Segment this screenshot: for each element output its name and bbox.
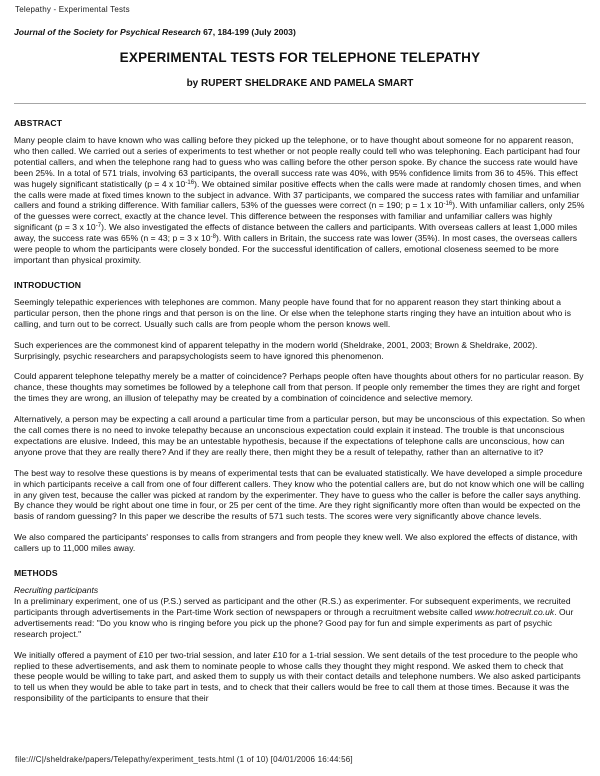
introduction-paragraph-2: Such experiences are the commonest kind of apparent telepathy in the modern world (Sheldrake, 2001, 2003; Brown & Sheldrake, 2002). Surprisingly, psychic researchers and parapsychologists seem to have ignored this phenomenon. [14, 339, 538, 361]
section-heading-introduction: INTRODUCTION [14, 279, 82, 290]
section-heading-abstract: ABSTRACT [14, 118, 63, 128]
paper-title: EXPERIMENTAL TESTS FOR TELEPHONE TELEPATHY [119, 50, 481, 65]
paper-content [14, 27, 586, 714]
journal-volume-pages: 67, 184-199 (July 2003) [200, 27, 296, 37]
abstract-paragraph: Many people claim to have known who was calling before they picked up the telephone, or to have thought about someone for no apparent reason, who then called. We carried out a series of experiments to test whether or not people really could tell who was telephoning. Each participant had four potential callers, and when the telephone rang had to guess who was calling before the other person spoke. By chance the success rate would have been 25%. In a total of 571 trials, involving 63 participants, the overall success rate was 40%, with 95% confidence limits from 36 to 45%. This effect was hugely significant statistically (p = 4 x $10^{-16}$). We obtained similar positive effects when the calls were made at randomly chosen times, and when the calls were made at fixed times known to the subject in advance. With 37 participants, we compared the success rates with familiar and unfamiliar callers and found a striking difference. With familiar callers, 53% of the guesses were correct (n = 190; p = 1 x $10^{-16}$). With unfamiliar callers, only 25% of the guesses were correct, exactly at the chance level. This difference between the responses with familiar and unfamiliar callers was highly significant (p = 3 x $10^{-7}$). We also investigated the effects of distance between the callers and participants. With overseas callers at least 1,000 miles away, the success rate was 65% (n = 43; p = 3 x $10^{-8}$). With callers in Britain, the success rate was lower (35%). In most cases, the overseas callers were people to whom the participants were closely bonded. For the successful identification of callers, emotional closeness seemed to be more important than physical proximity. [14, 135, 585, 265]
introduction-paragraph-1: Seemingly telepathic experiences with telephones are common. Many people have found that for no apparent reason they start thinking about a particular person, then the phone rings and that person is on the line. Or else when the telephone starts ringing they have an intuition about who is calling, and turn out to be correct. Usually such calls are from people whom the person knows well. [14, 296, 571, 329]
byline: by RUPERT SHELDRAKE AND PAMELA SMART [186, 78, 414, 89]
introduction-paragraph-3: Could apparent telephone telepathy merely be a matter of coincidence? Perhaps people often have thoughts about others for no particular reason. By chance, these thoughts may sometimes be followed by a telephone call from that person. If people only remember the times they are right and forget the times they are wrong, an illusion of telepathy may be created by a combination of coincidence and selective memory. [14, 371, 584, 404]
divider [14, 103, 586, 104]
journal-name: Journal of the Society for Psychical Research [14, 27, 201, 37]
methods-paragraph-2: We initially offered a payment of £10 per two-trial session, and later £10 for a 1-trial session. We sent details of the test procedure to the people who replied to these advertisements, and ask them to nominate people to whose calls they thought they might respond. We asked them to check that these people would be willing to take part, and asked them to supply us with their contact details and telephone numbers. We also asked participants to tell us when they would be able to take part in tests, and to check that their callers would be free to call them at those times. Because it was the responsibility of the participants to ensure that their [14, 649, 581, 704]
introduction-paragraph-5: The best way to resolve these questions is by means of experimental tests that can be evaluated statistically. We have developed a simple procedure in which participants receive a call from one of four different callers. They know who the potential callers are, but do not know which one will be calling in any given test, because the caller was picked at random by the experimenter. They have to guess who the caller is before the caller says anything. By chance they would be right about one time in four, or 25 per cent of the time. Are they right significantly more often than would be expected on the basis of random guessing? In this paper we describe the results of 571 such tests. The scores were very significantly above chance levels. [14, 467, 585, 522]
print-footer: file:///C|/sheldrake/papers/Telepathy/experiment_tests.html (1 of 10) [04/01/2006 16:44:56] [15, 755, 353, 764]
methods-paragraph-1: In a preliminary experiment, one of us (P.S.) served as participant and the other (R.S.) as experimenter. For subsequent experiments, we recruited participants through advertisements in the Part-time Work section of newspapers or through a recruitment website called www.hotrecruit.co.uk. Our advertisements read: "Do you know who is ringing before you pick up the phone? Good pay for fun and simple experiments as part of psychic research project." [14, 596, 574, 639]
introduction-paragraph-4: Alternatively, a person may be expecting a call around a particular time from a particular person, but may be unconscious of this expectation. So when the call comes there is no need to invoke telepathy because an unconscious expectation could explain it instead. The trouble is that unconscious expectations are elusive. Indeed, this may be an untestable hypothesis, because if the expectations of telephone calls are unconscious, how can anyone prove that they are really there? And if they are really there, then might they be a result of telepathy, rather than an alternative to it? [14, 414, 586, 457]
section-heading-methods: METHODS [14, 568, 58, 579]
journal-citation [14, 27, 586, 37]
print-header: Telepathy - Experimental Tests [15, 5, 130, 14]
methods-subheading-recruiting-participants: Recruiting participants [14, 585, 99, 596]
introduction-paragraph-6: We also compared the participants' responses to calls from strangers and from people they knew well. We also explored the effects of distance, with callers up to 11,000 miles away. [14, 532, 578, 554]
